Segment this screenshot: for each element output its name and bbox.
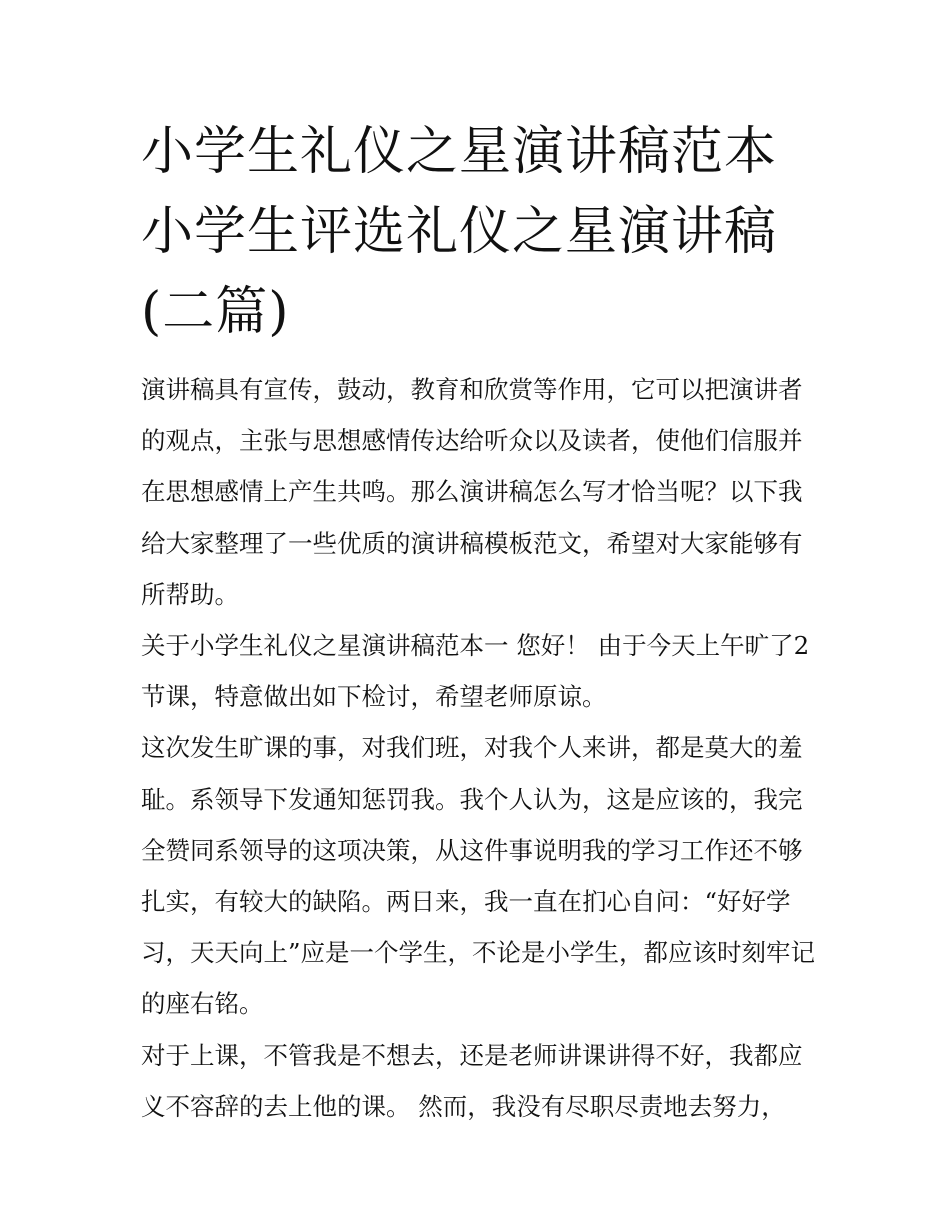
reflection-paragraph: 这次发生旷课的事，对我们班，对我个人来讲，都是莫大的羞耻。系领导下发通知惩罚我。我个人认为，这是应该的，我完全赞同系领导的这项决策，从这件事说明我的学习工作还不够扎实，有较大的缺陷。两日来，我一直在扪心自问：“好好学习，天天向上”应是一个学生，不论是小学生，都应该时刻牢记的座右铭。 bbox=[141, 733, 816, 1019]
speech-opening-paragraph: 关于小学生礼仪之星演讲稿范本一 您好！ 由于今天上午旷了2节课，特意做出如下检讨，希望老师原谅。 bbox=[141, 631, 810, 712]
class-attendance-paragraph: 对于上课，不管我是不想去，还是老师讲课讲得不好，我都应义不容辞的去上他的课。 然而，我没有尽职尽责地去努力， bbox=[141, 1040, 803, 1121]
intro-paragraph: 演讲稿具有宣传，鼓动，教育和欣赏等作用，它可以把演讲者的观点，主张与思想感情传达给听众以及读者，使他们信服并在思想感情上产生共鸣。那么演讲稿怎么写才恰当呢？以下我给大家整理了一些优质的演讲稿模板范文，希望对大家能够有所帮助。 bbox=[141, 375, 803, 609]
document-body bbox=[141, 112, 817, 1132]
document-title: 小学生礼仪之星演讲稿范本 小学生评选礼仪之星演讲稿(二篇) bbox=[141, 122, 778, 342]
